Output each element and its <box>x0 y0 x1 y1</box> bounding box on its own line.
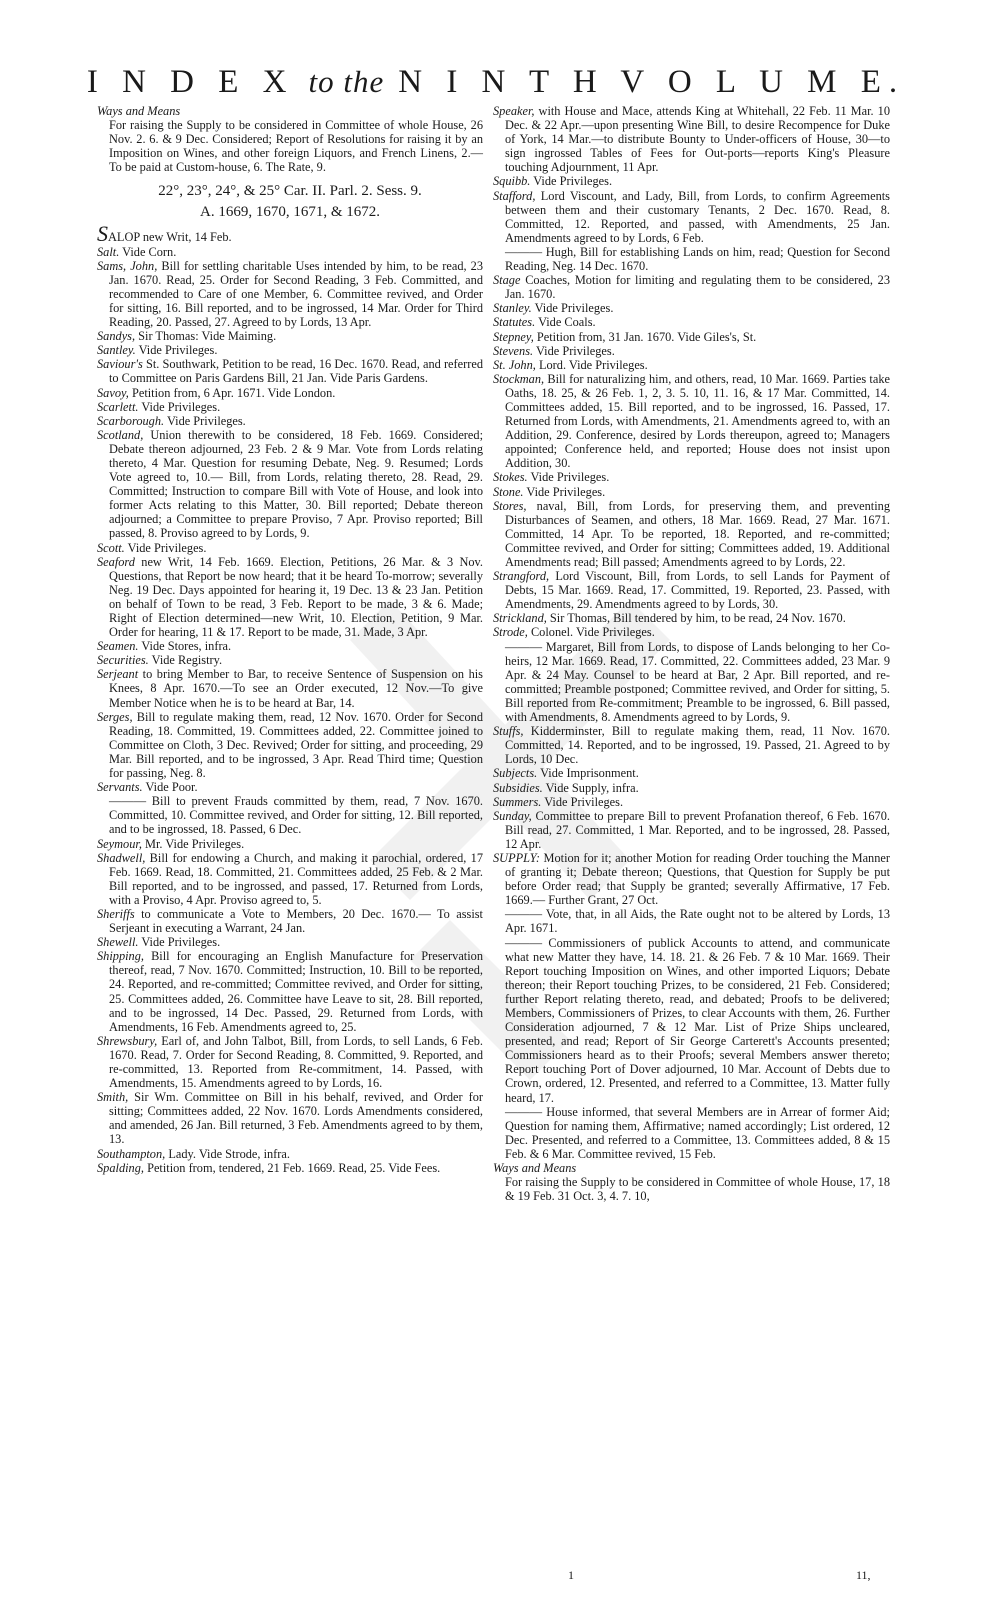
index-entry <box>97 386 483 400</box>
entry-headword: Serjeant <box>97 667 139 682</box>
entry-text: Petition from, 6 Apr. 1671. Vide London. <box>131 385 336 400</box>
index-entry <box>97 1147 483 1161</box>
section-heading: Ways and Means <box>97 104 181 118</box>
index-entry <box>97 667 483 709</box>
entry-text: Earl of, and John Talbot, Bill, from Lords, to sell Lands, 6 Feb. 1670. Read, 7. Order for Second Reading, 8. Committed, 9. Reported, and re-committed, 13. Reported from Re-commitment, 14. Passed, with Amendments, 15. Amendments agreed to by Lords, 16. <box>109 1033 484 1091</box>
entry-headword: Servants. <box>97 780 143 795</box>
index-entry <box>493 470 890 484</box>
index-entry <box>97 245 483 259</box>
entry-text: with House and Mace, attends King at Whitehall, 22 Feb. 11 Mar. 10 Dec. & 22 Apr.—upon presenting Wine Bill, to desire Recompence for Duke of York, 14 Mar.—to distribute Bounty to Under-officers of House, 30—to sign ingrossed Tables of Fees for Out-ports—reports King's Pleasure touching Adjournment, 11 Apr. <box>505 104 890 175</box>
entry-headword: Subjects. <box>493 766 538 781</box>
entry-text: Bill for endowing a Church, and making it parochial, ordered, 17 Feb. 1669. Read, 18. Committed, 21. Committees added, 25 Feb. & 2 Mar. Bill reported, and to be ingrossed, and passed, 17. Returned from Lords, with a Proviso, 4 Apr. Proviso agreed to, 5. <box>109 850 483 907</box>
entry-headword: Stage <box>493 273 521 288</box>
catchword: 11, <box>856 1568 871 1582</box>
entry-headword: Serges, <box>97 709 133 724</box>
entry-headword: Seymour, <box>97 836 142 851</box>
entry-text: Lord Viscount, and Lady, Bill, from Lords, to confirm Agreements between them and their customary Tenants, 2 Dec. 1670. Read, 8. Committed, 12. Reported, and passed, with Amendments, 25 Jan. Amendments agreed to by Lords, 6 Feb. <box>505 188 890 245</box>
index-entry <box>493 766 890 780</box>
index-entry <box>97 837 483 851</box>
index-entry <box>493 189 890 245</box>
entry-text: Sir Wm. Committee on Bill in his behalf, revived, and Order for sitting; Committees added, 22 Nov. 1670. Lords Amendments considered, and amended, 26 Jan. Bill returned, 3 Feb. Amendments agreed to by them, 13. <box>109 1090 484 1147</box>
entry-headword: Speaker, <box>493 104 535 118</box>
sub-entry: ——— Bill to prevent Frauds committed by them, read, 7 Nov. 1670. Committed, 10. Committee revived, and Order for sitting, 12. Bill reported, and to be ingrossed, 18. Passed, 6 Dec. <box>109 794 483 837</box>
sub-entry: ——— House informed, that several Members are in Arrear of former Aid; Question for naming them, Affirmative; named accordingly; List ordered, 12 Dec. Presented, and referred to a Committee, 13. Committees added, 8 & 15 Feb. & 6 Mar. Committee revived, 15 Feb. <box>505 1104 890 1161</box>
index-entry <box>493 795 890 809</box>
index-entry <box>493 372 890 471</box>
entry-headword: Summers. <box>493 794 542 809</box>
entry-headword: Stokes. <box>493 470 528 485</box>
entry-headword: Savoy, <box>97 385 129 400</box>
session-heading: A. 1669, 1670, 1671, & 1672. <box>200 204 380 221</box>
index-entry <box>493 809 890 851</box>
entry-headword: Securities. <box>97 653 149 668</box>
title-connector: to the <box>308 64 385 99</box>
index-entry <box>493 344 890 358</box>
entry-text: Vide Imprisonment. <box>540 766 639 781</box>
entry-headword: Scotland, <box>97 427 144 442</box>
entry-text: Vide Privileges. <box>530 470 610 485</box>
section-heading: Ways and Means <box>493 1161 577 1176</box>
entry-headword: Stevens. <box>493 343 534 358</box>
index-entry <box>97 221 483 247</box>
index-entry <box>493 330 890 344</box>
entry-headword: Shipping, <box>97 949 144 964</box>
index-entry <box>493 851 890 907</box>
index-entry <box>97 400 483 414</box>
left-column <box>97 104 483 1175</box>
entry-headword: Southampton, <box>97 1146 166 1161</box>
entry-text: Bill for encouraging an English Manufacture for Preservation thereof, read, 7 Nov. 1670. Committed; Instruction, 10. Bill to be reported, 24. Reported, and re-committed; Committee revived, and Order for sitting, 25. Committees added, 26. Committee have Leave to sit, 28. Bill reported, and to be ingrossed, 14 Dec. Passed, 29. Returned from Lords, with Amendments, 16 Feb. Amendments agreed to, 25. <box>109 949 483 1034</box>
sub-entry: ——— Margaret, Bill from Lords, to dispose of Lands belonging to her Co-heirs, 12 Mar. 1669. Read, 17. Committed, 22. Committees added, 23 Mar. 9 Apr. & 24 May. Counsel to be heard at Bar, 2 Apr. Bill reported, and re-committed; Preamble postponed; Committee revived, and Order for sitting, 5. Bill reported from Re-commitment; Preamble to be ingrossed, 6. Bill passed, with Amendments, 8. Amendments agreed to by Lords, 9. <box>505 639 890 725</box>
entry-headword: Strode, <box>493 625 528 640</box>
index-entry <box>97 357 483 385</box>
entry-text: Sir Thomas, Bill tendered by him, to be read, 24 Nov. 1670. <box>549 611 846 626</box>
entry-headword: Santley. <box>97 343 136 358</box>
entry-text: Mr. Vide Privileges. <box>145 836 245 851</box>
entry-text: Vide Privileges. <box>127 540 207 555</box>
entry-text: St. Southwark, Petition to be read, 16 Dec. 1670. Read, and referred to Committee on Paris Gardens Bill, 21 Jan. Vide Paris Gardens. <box>109 357 483 386</box>
index-entry <box>97 414 483 428</box>
entry-headword: Sheriffs <box>97 906 135 921</box>
index-entry <box>97 259 483 329</box>
entry-text: Bill for settling charitable Uses intended by him, to be read, 23 Jan. 1670. Read, 25. Order for Second Reading, 3 Feb. Committed, and recommended to Care of one Member, 6. Committee revived, and Order for sitting, 16. Bill reported, and to be ingrossed, 14 Mar. Order for Third Reading, 20. Passed, 27. Agreed to by Lords, 13 Apr. <box>109 258 483 330</box>
index-entry <box>97 935 483 949</box>
session-heading: 22°, 23°, 24°, & 25° Car. II. Parl. 2. Sess. 9. <box>158 183 422 200</box>
entry-headword: Saviour's <box>97 357 143 372</box>
index-entry <box>97 1090 483 1146</box>
index-entry <box>493 174 890 188</box>
index-entry <box>493 625 890 639</box>
entry-headword: Shewell. <box>97 935 139 950</box>
index-entry <box>493 485 890 499</box>
entry-headword: Stuffs, <box>493 724 524 739</box>
section-text: For raising the Supply to be considered in Committee of whole House, 17, 18 & 19 Feb. 31 Oct. 3, 4. 7. 10, <box>505 1175 890 1204</box>
index-entry <box>97 639 483 653</box>
entry-text: Vide Coals. <box>538 315 596 330</box>
entry-text: Vide Privileges. <box>534 301 614 316</box>
entry-text: Petition from, tendered, 21 Feb. 1669. Read, 25. Vide Fees. <box>147 1160 441 1175</box>
entry-text: Lord. Vide Privileges. <box>538 357 648 372</box>
entry-headword: Statutes. <box>493 315 536 330</box>
index-entry <box>493 781 890 795</box>
entry-headword: Stafford, <box>493 188 536 203</box>
entry-text: Sir Thomas: Vide Maiming. <box>138 329 277 344</box>
entry-text: Vide Supply, infra. <box>545 780 639 795</box>
entry-headword: Stockman, <box>493 371 545 386</box>
entry-headword: Salt. <box>97 244 120 259</box>
index-entry <box>493 569 890 611</box>
index-entry <box>97 329 483 343</box>
entry-headword: Shadwell, <box>97 850 146 865</box>
index-entry <box>97 343 483 357</box>
index-entry <box>493 724 890 766</box>
entry-text: ALOP new Writ, 14 Feb. <box>108 230 232 245</box>
signature-mark: 1 <box>568 1568 574 1582</box>
entry-headword: Stepney, <box>493 329 534 344</box>
index-entry <box>493 301 890 315</box>
index-entry <box>493 315 890 329</box>
entry-text: Union therewith to be considered, 18 Feb. 1669. Considered; Debate thereon adjourned, 23 Feb. 2 & 9 Mar. Vote from Lords relating thereto, 4 Mar. Question for resuming Debate, Neg. 9. Resumed; Lords Vote agreed to, 10.— Bill, from Lords, relating thereto, 28. Read, 29. Committed; Instruction to compare Bill with Vote of House, and look into former Acts relating to this Matter, 30. Bill reported; Debate thereon adjourned; a Committee to prepare Proviso, 7 Apr. Proviso reported; Bill passed, 8. Proviso agreed to by Lords, 9. <box>109 427 483 541</box>
entry-headword: Seaford <box>97 554 135 569</box>
index-entry <box>97 780 483 794</box>
index-entry <box>493 104 890 174</box>
entry-headword: Scarlett. <box>97 399 139 414</box>
entry-text: Bill for naturalizing him, and others, read, 10 Mar. 1669. Parties take Oaths, 18. 25, & 26 Feb. 1, 2, 3. 5. 10, 11. 16, & 17 Mar. Committed, 14. Committees added, 15. Bill reported, and to be ingrossed, 16. Passed, 17. Returned from Lords, with Amendments, 21. Amendments agreed to, with an Addition, 29. Conference, desired by Lords thereupon, agreed to; Managers appointed; Conference held, and reported; House does not insist upon Addition, 30. <box>505 371 890 471</box>
entry-text: Motion for it; another Motion for reading Order touching the Manner of granting it; Debate thereon; Questions, that Question for Supply be put before Order read; that Supply be granted; severally Affirmative, 17 Feb. 1669.— Further Grant, 27 Oct. <box>505 850 890 908</box>
entry-headword: Strangford, <box>493 569 550 584</box>
entry-text: Vide Privileges. <box>166 413 246 428</box>
index-entry <box>97 555 483 640</box>
entry-text: Petition from, 31 Jan. 1670. Vide Giles's, St. <box>536 329 757 344</box>
entry-text: Kidderminster, Bill to regulate making them, read, 11 Nov. 1670. Committed, 14. Reported, and to be ingrossed, 19. Passed, 21. Agreed to by Lords, 10 Dec. <box>505 724 891 767</box>
page-title <box>0 66 992 99</box>
entry-text: Vide Registry. <box>151 653 223 668</box>
section-text: For raising the Supply to be considered in Committee of whole House, 26 Nov. 2. 6. & 9 Dec. Considered; Report of Resolutions for raising it by an Imposition on Wines, and other foreign Liquors, and French Linens, 2.—To be paid at Custom-house, 6. The Rate, 9. <box>109 118 483 175</box>
entry-text: Bill to regulate making them, read, 12 Nov. 1670. Order for Second Reading, 18. Committed, 19. Committees added, 22. Committee joined to Committee on Cloth, 3 Dec. Revived; Order for sitting, and proceeding, 29 Mar. Bill reported, and to be ingrossed, 3 Apr. Read Third time; Question for passing, Neg. 8. <box>109 709 483 781</box>
title-volume: N I N T H V O L U M E. <box>398 64 906 100</box>
index-entry <box>97 653 483 667</box>
entry-text: Vide Privileges. <box>141 399 221 414</box>
entry-text: Vide Privileges. <box>526 484 606 499</box>
sub-entry: ——— Vote, that, in all Aids, the Rate ought not to be altered by Lords, 13 Apr. 1671. <box>505 907 890 936</box>
entry-text: Committee to prepare Bill to prevent Profanation thereof, 6 Feb. 1670. Bill read, 27. Committed, 1 Mar. Reported, and to be ingrossed, 28. Passed, 12 Apr. <box>505 808 890 851</box>
entry-headword: Sandys, <box>97 329 136 344</box>
index-entry <box>493 358 890 372</box>
index-entry <box>97 1161 483 1175</box>
entry-headword: St. John, <box>493 357 536 372</box>
entry-text: Lady. Vide Strode, infra. <box>168 1146 290 1161</box>
entry-text: Vide Corn. <box>122 244 177 259</box>
entry-headword: Sunday, <box>493 808 532 823</box>
entry-text: Vide Stores, infra. <box>141 639 232 654</box>
index-entry <box>97 851 483 907</box>
entry-headword: Stanley. <box>493 301 532 316</box>
entry-headword: SUPPLY: <box>493 850 540 865</box>
index-entry <box>493 273 890 301</box>
drop-cap: S <box>97 221 108 247</box>
entry-text: naval, Bill, from Lords, for preserving them, and preventing Disturbances of Seamen, and others, 18 Mar. 1669. Read, 27 Mar. 1671. Committed, 14 Apr. To be reported, 18. Reported, and re-committed; Committee revived, and Order for sitting; Committees added, 19. Additional Amendments read; Bill passed; Amendments agreed to by Lords, 22. <box>505 498 891 569</box>
entry-headword: Subsidies. <box>493 780 543 795</box>
index-entry <box>97 710 483 780</box>
entry-headword: Squibb. <box>493 174 531 189</box>
entry-text: Colonel. Vide Privileges. <box>530 625 655 640</box>
entry-text: Vide Privileges. <box>535 343 615 358</box>
index-entry <box>97 541 483 555</box>
entry-headword: Sams, John, <box>97 258 158 273</box>
sub-entry: ——— Hugh, Bill for establishing Lands on him, read; Question for Second Reading, Neg. 14 Dec. 1670. <box>505 244 890 274</box>
entry-headword: Scarborough. <box>97 413 165 428</box>
entry-text: Coaches, Motion for limiting and regulating them to be considered, 23 Jan. 1670. <box>505 273 891 302</box>
entry-text: to communicate a Vote to Members, 20 Dec. 1670.— To assist Serjeant in executing a Warrant, 24 Jan. <box>109 906 483 936</box>
sub-entry: ——— Commissioners of publick Accounts to attend, and communicate what new Matter they have, 14. 18. 21. & 26 Feb. 7 & 10 Mar. 1669. Their Report touching Imposition on Wines, and other imported Liquors; Debate thereon; their Report touching Prizes, to be considered, 21 Feb. Considered; further Report relating thereto, read, and debated; Proofs to be delivered; Members, Commissioners of Prizes, to clear Accounts with them, 26. Further Consideration adjourned, 7 & 12 Mar. List of Prize Ships uncleared, presented, and read; Report of Sir George Carterett's Accounts presented; Commissioners heard as to their Proofs; several Members answer thereto; Report touching Port of Dover adjourned, 10 Mar. Account of Debts due to Crown, ordered, 12. Presented, and referred to a Committee, 13. Matter fully heard, 17. <box>505 935 890 1105</box>
entry-text: Vide Poor. <box>145 780 198 795</box>
index-entry <box>493 499 890 569</box>
entry-headword: Spalding, <box>97 1160 144 1175</box>
index-entry <box>493 611 890 625</box>
entry-text: Vide Privileges. <box>544 794 624 809</box>
entry-headword: Smith, <box>97 1090 129 1105</box>
title-index: I N D E X <box>86 64 295 100</box>
entry-text: new Writ, 14 Feb. 1669. Election, Petitions, 26 Mar. & 3 Nov. Questions, that Report be now heard; that it be heard To-morrow; severally Neg. 19 Dec. Days appointed for hearing it, 19 Dec. 13 & 23 Jan. Petition on behalf of Town to be read, 3 Feb. Report to be made, 3 & 6. Made; Right of Election determined—new Writ, 10. Election, Petition, 9 Mar. Order for hearing, 11 & 17. Report to be made, 31. Made, 3 Apr. <box>109 554 483 640</box>
entry-text: Vide Privileges. <box>533 174 613 189</box>
entry-headword: Shrewsbury, <box>97 1033 158 1048</box>
entry-headword: Scott. <box>97 540 125 555</box>
entry-headword: Stores, <box>493 498 527 513</box>
entry-headword: Stone. <box>493 484 524 499</box>
entry-headword: Strickland, <box>493 611 547 626</box>
index-entry <box>97 907 483 935</box>
index-entry <box>97 949 483 1034</box>
entry-text: Lord Viscount, Bill, from Lords, to sell Lands for Payment of Debts, 15 Mar. 1669. Read, 17. Committed, 19. Reported, 23. Passed, with Amendments, 29. Amendments agreed to by Lords, 30. <box>505 569 890 612</box>
entry-text: to bring Member to Bar, to receive Sentence of Suspension on his Knees, 8 Apr. 1670.—To see an Order executed, 12 Nov.—To give Member Notice when he is to be heard at Bar, 14. <box>109 667 483 710</box>
right-column <box>493 104 890 1203</box>
entry-text: Vide Privileges. <box>141 935 221 950</box>
entry-headword: Seamen. <box>97 639 139 654</box>
entry-text: Vide Privileges. <box>138 343 218 358</box>
index-entry <box>97 428 483 541</box>
index-entry <box>97 1034 483 1090</box>
